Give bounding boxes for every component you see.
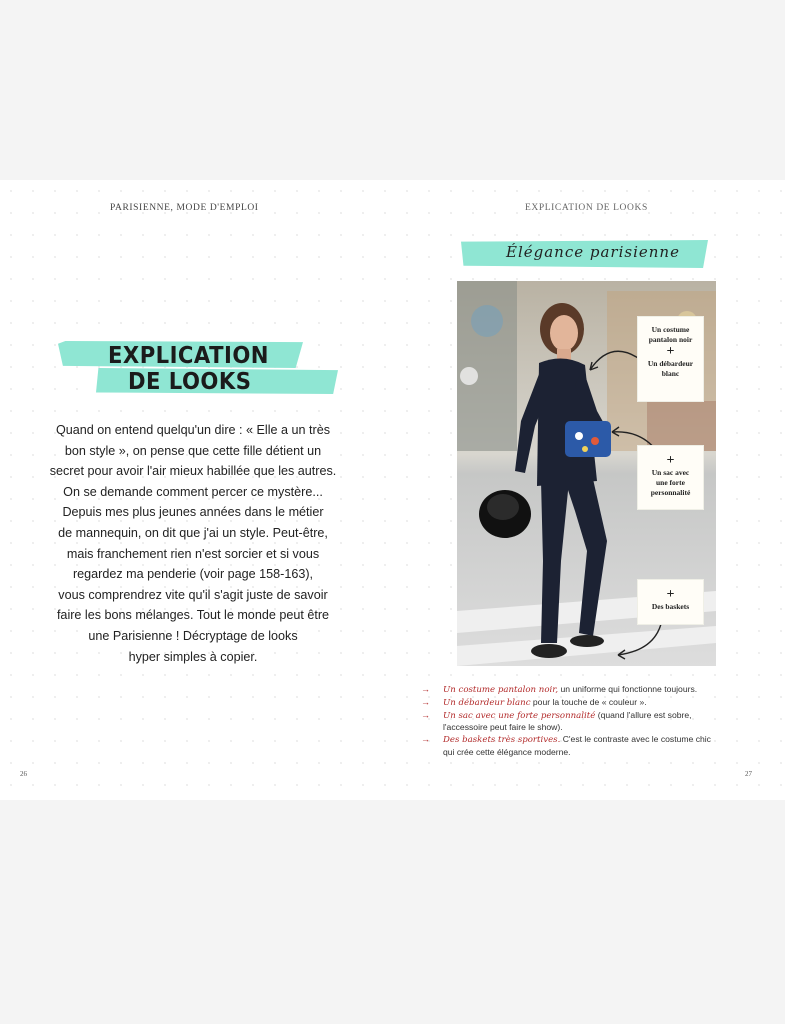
note-continuation: l'accessoire peut faire le show). (443, 722, 563, 733)
note-text: un uniforme qui fonctionne toujours. (558, 684, 698, 694)
look-notes (421, 684, 761, 759)
arrow-icon: → (421, 709, 430, 720)
plus-icon: + (666, 453, 675, 468)
note-text: C'est le contraste avec le costume chic (560, 734, 711, 745)
callout-line: personnalité (650, 488, 691, 497)
body-line: faire les bons mélanges. Tout le monde peut être (56, 608, 330, 623)
callout-line: Un costume (651, 325, 690, 334)
note-highlight: Un costume pantalon noir, (443, 685, 559, 695)
callout-bag (637, 445, 704, 510)
page-title-line-2: DE LOOKS (128, 369, 252, 395)
arrow-icon: → (421, 734, 430, 745)
arrow-icon: → (421, 696, 430, 707)
right-running-head: EXPLICATION DE LOOKS (525, 203, 648, 213)
plus-icon: + (666, 587, 675, 602)
note-highlight: Un sac avec une forte personnalité (443, 710, 596, 721)
callout-sneakers (637, 579, 704, 625)
note-item (421, 710, 761, 723)
body-line: une Parisienne ! Décryptage de looks (88, 628, 298, 643)
callout-suit-and-tank (637, 316, 704, 402)
note-item (421, 684, 761, 697)
body-line: bon style », on pense que cette fille détient un (64, 443, 322, 458)
callout-line: Des baskets (651, 602, 690, 611)
arrow-icon: → (421, 684, 430, 694)
note-item (421, 734, 761, 747)
body-line: On se demande comment percer ce mystère... (63, 484, 323, 499)
body-line: secret pour avoir l'air mieux habillée que les autres. (49, 464, 337, 479)
body-line: regardez ma penderie (voir page 158-163), (72, 567, 314, 582)
right-page-number: 27 (745, 770, 752, 778)
page-title-line-1: EXPLICATION (108, 343, 269, 369)
left-running-head: PARISIENNE, MODE D'EMPLOI (110, 203, 259, 213)
intro-paragraph (48, 420, 338, 667)
note-highlight: Des baskets très sportives. (443, 735, 561, 746)
callout-line: pantalon noir (648, 335, 693, 344)
body-line: hyper simples à copier. (128, 649, 258, 664)
plus-icon: + (666, 344, 675, 359)
body-line: Quand on entend quelqu'un dire : « Elle a un très (55, 423, 331, 437)
callout-line: Un débardeur (647, 359, 694, 368)
section-subtitle: Élégance parisienne (506, 243, 680, 261)
note-highlight: Un débardeur blanc (443, 697, 531, 708)
body-line: Depuis mes plus jeunes années dans le métier (62, 505, 324, 520)
body-line: mais franchement rien n'est sorcier et si vous (66, 546, 320, 561)
note-text: pour la touche de « couleur ». (530, 696, 647, 707)
note-continuation: qui crée cette élégance moderne. (443, 746, 571, 757)
note-text: (quand l'allure est sobre, (595, 709, 692, 720)
body-line: vous comprendrez vite qu'il s'agit juste de savoir (58, 587, 328, 602)
note-item (421, 697, 761, 710)
left-page-number: 26 (20, 770, 27, 778)
callout-line: blanc (661, 369, 680, 378)
callout-line: Un sac avec (651, 468, 690, 477)
body-line: de mannequin, on dit que j'ai un style. Peut-être, (58, 525, 328, 540)
callout-line: une forte (656, 478, 685, 487)
